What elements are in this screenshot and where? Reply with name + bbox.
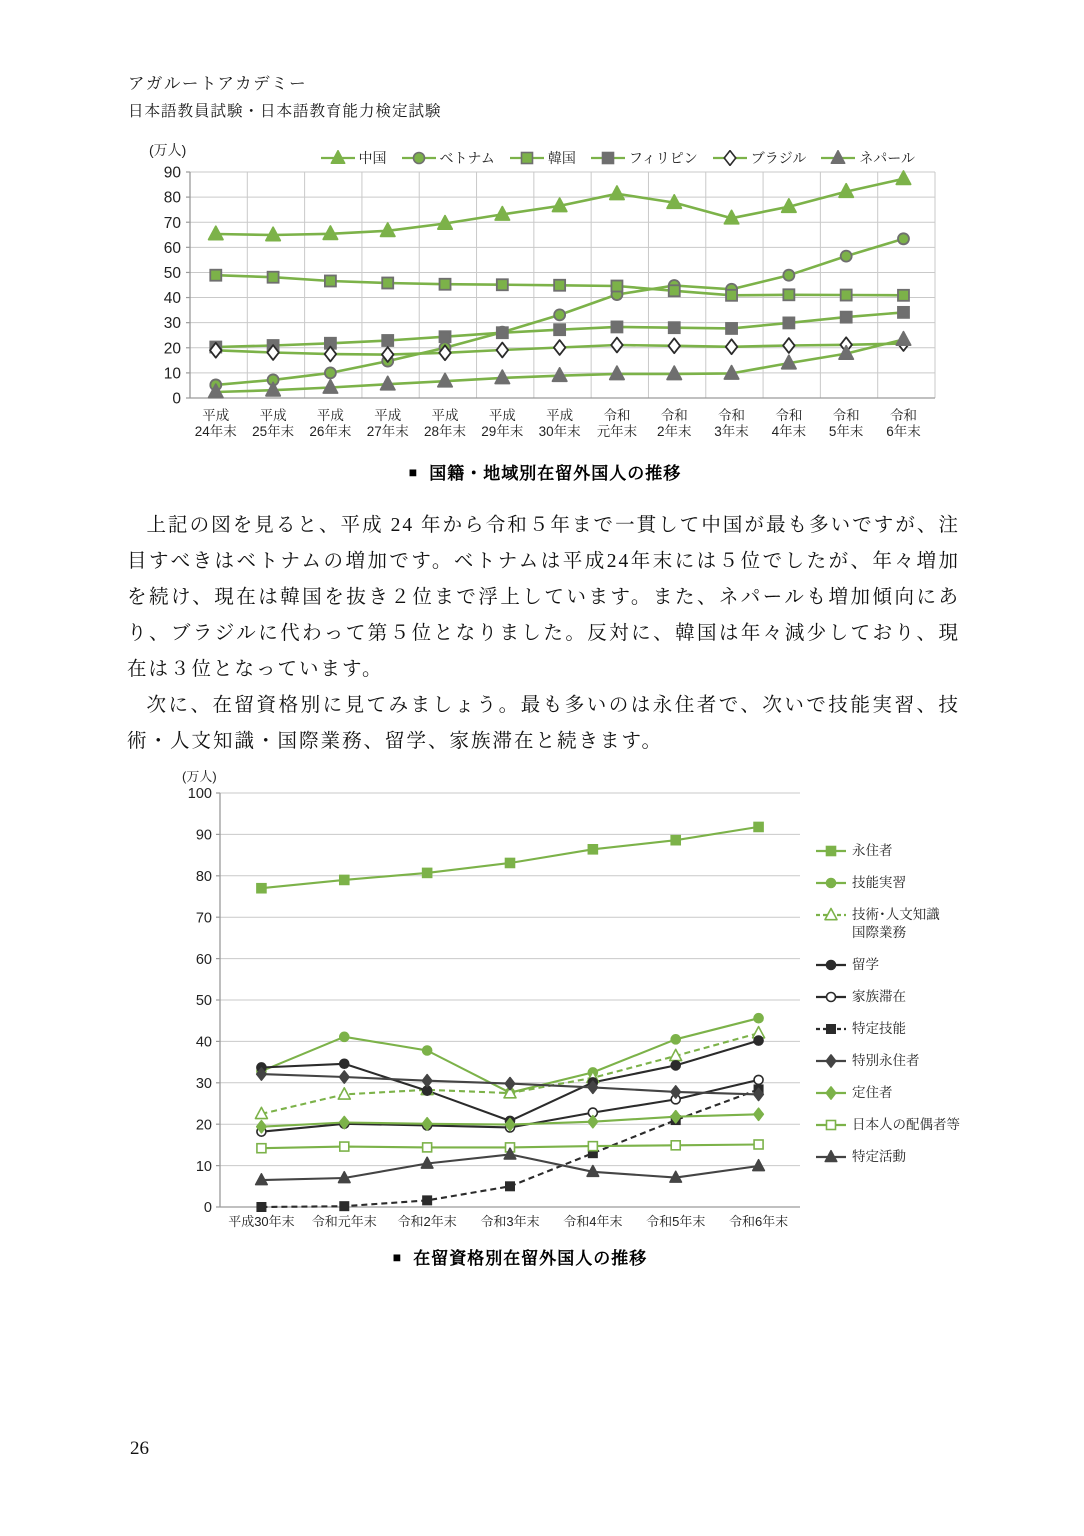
- svg-text:令和: 令和: [889, 408, 917, 423]
- svg-text:平成: 平成: [259, 408, 287, 423]
- svg-text:令和: 令和: [603, 408, 631, 423]
- svg-text:令和5年末: 令和5年末: [646, 1214, 706, 1229]
- legend-item-student: [816, 956, 960, 974]
- legend-item-dependent: [816, 988, 960, 1006]
- svg-text:5年末: 5年末: [828, 424, 864, 439]
- page-header: [128, 70, 442, 126]
- svg-text:28年末: 28年末: [424, 424, 467, 439]
- legend-item-specified-skilled: [816, 1020, 960, 1038]
- svg-text:80: 80: [195, 869, 212, 886]
- svg-text:0: 0: [203, 1200, 212, 1217]
- legend-label: 特定技能: [852, 1021, 906, 1036]
- svg-text:40: 40: [163, 290, 181, 308]
- nationality-chart: [145, 138, 945, 456]
- svg-text:20: 20: [195, 1117, 212, 1134]
- series-line-permanent-resident: [261, 827, 758, 888]
- legend-item-permanent-resident: [816, 842, 960, 860]
- legend-marker-student-icon: [816, 957, 846, 973]
- chart1-caption-text: 国籍・地域別在留外国人の推移: [429, 464, 682, 483]
- legend-item-nepal: [821, 148, 915, 168]
- chart2-caption: [140, 1244, 900, 1269]
- legend-marker-technical-intern-icon: [816, 875, 846, 891]
- svg-text:24年末: 24年末: [194, 424, 237, 439]
- legend-label: 中国: [358, 150, 387, 166]
- svg-text:令和4年末: 令和4年末: [563, 1214, 623, 1229]
- svg-text:40: 40: [195, 1034, 212, 1051]
- legend-marker-special-permanent-icon: [816, 1053, 846, 1069]
- legend-item-philippines: [591, 148, 698, 168]
- svg-text:平成: 平成: [546, 408, 574, 423]
- svg-text:25年末: 25年末: [252, 424, 295, 439]
- chart1-unit-label: (万人): [149, 142, 187, 158]
- header-subtitle: 日本語教員試験・日本語教育能力検定試験: [128, 103, 442, 120]
- legend-item-vietnam: [402, 148, 495, 168]
- chart1-legend: [321, 148, 915, 168]
- legend-marker-long-term-resident-icon: [816, 1085, 846, 1101]
- svg-text:80: 80: [163, 189, 181, 207]
- legend-item-korea: [510, 148, 576, 168]
- svg-text:平成: 平成: [202, 408, 230, 423]
- legend-label: フィリピン: [628, 150, 698, 166]
- series-line-tech-humanities-intl: [261, 1033, 758, 1114]
- legend-label: 技術･人文知識 国際業務: [852, 907, 940, 940]
- legend-label: 永住者: [852, 843, 893, 858]
- legend-marker-brazil-icon: [713, 150, 747, 166]
- svg-text:60: 60: [163, 239, 181, 257]
- svg-text:60: 60: [195, 951, 212, 968]
- svg-text:平成: 平成: [374, 408, 402, 423]
- legend-item-designated-activities: [816, 1148, 960, 1166]
- legend-marker-specified-skilled-icon: [816, 1021, 846, 1037]
- chart2-legend: [816, 842, 960, 1180]
- legend-item-special-permanent: [816, 1052, 960, 1070]
- svg-text:令和2年末: 令和2年末: [397, 1214, 457, 1229]
- paragraph-nationality: 上記の図を見ると、平成 24 年から令和５年まで一貫して中国が最も多いですが、注目すべきはベトナムの増加です。ベトナムは平成24年末には５位でしたが、年々増加を続け、現在は韓国を抜き２位まで浮上しています。また、ネパールも増加傾向にあり、ブラジルに代わって第５位となりました。反対に、韓国は年々減少しており、現在は３位となっています。: [127, 515, 960, 680]
- legend-item-brazil: [713, 148, 807, 168]
- legend-label: ブラジル: [750, 150, 807, 166]
- svg-text:令和: 令和: [660, 408, 688, 423]
- legend-label: 技能実習: [852, 875, 906, 890]
- legend-label: 特定活動: [852, 1149, 906, 1164]
- legend-marker-philippines-icon: [591, 150, 625, 166]
- legend-label: ネパール: [859, 150, 915, 166]
- legend-label: 家族滞在: [852, 989, 906, 1004]
- legend-marker-tech-humanities-intl-icon: [816, 907, 846, 923]
- caption-bullet-icon: ■: [408, 464, 419, 480]
- legend-item-china: [321, 148, 387, 168]
- svg-text:平成: 平成: [488, 408, 516, 423]
- page-number: 26: [130, 1438, 149, 1459]
- svg-text:90: 90: [163, 164, 181, 182]
- legend-marker-vietnam-icon: [402, 150, 436, 166]
- svg-text:29年末: 29年末: [481, 424, 524, 439]
- svg-text:50: 50: [163, 265, 181, 283]
- svg-text:平成: 平成: [316, 408, 344, 423]
- svg-text:20: 20: [163, 340, 181, 358]
- chart1-caption: [150, 459, 940, 484]
- legend-label: 定住者: [852, 1085, 893, 1100]
- svg-text:令和: 令和: [775, 408, 803, 423]
- svg-text:3年末: 3年末: [714, 424, 749, 439]
- legend-label: ベトナム: [439, 150, 495, 166]
- svg-text:30年末: 30年末: [538, 424, 581, 439]
- svg-text:90: 90: [195, 827, 212, 844]
- caption-bullet-icon: ■: [392, 1249, 403, 1265]
- svg-text:令和6年末: 令和6年末: [728, 1214, 789, 1229]
- chart2-caption-text: 在留資格別在留外国人の推移: [413, 1249, 648, 1268]
- svg-text:0: 0: [172, 390, 181, 408]
- svg-text:70: 70: [163, 214, 181, 232]
- status-chart: [172, 762, 1012, 1240]
- legend-item-spouse-of-japanese: [816, 1116, 960, 1134]
- legend-marker-designated-activities-icon: [816, 1149, 846, 1165]
- svg-text:50: 50: [195, 993, 212, 1010]
- svg-text:令和: 令和: [832, 408, 860, 423]
- svg-text:2年末: 2年末: [656, 424, 692, 439]
- legend-label: 留学: [852, 957, 879, 972]
- svg-text:30: 30: [195, 1076, 212, 1093]
- svg-text:26年末: 26年末: [309, 424, 352, 439]
- legend-label: 韓国: [547, 150, 576, 166]
- svg-text:令和3年末: 令和3年末: [480, 1214, 540, 1229]
- svg-text:27年末: 27年末: [366, 424, 409, 439]
- header-brand: アガルートアカデミー: [128, 75, 308, 93]
- legend-marker-permanent-resident-icon: [816, 843, 846, 859]
- chart2-unit-label: (万人): [182, 769, 217, 784]
- legend-marker-china-icon: [321, 150, 355, 166]
- nationality-chart-svg: [145, 138, 945, 456]
- legend-marker-dependent-icon: [816, 989, 846, 1005]
- svg-text:平成: 平成: [431, 408, 459, 423]
- legend-label: 特別永住者: [852, 1053, 920, 1068]
- svg-text:100: 100: [187, 786, 212, 803]
- svg-text:令和元年末: 令和元年末: [311, 1214, 377, 1229]
- svg-text:10: 10: [195, 1158, 212, 1175]
- legend-item-long-term-resident: [816, 1084, 960, 1102]
- legend-item-technical-intern: [816, 874, 960, 892]
- svg-text:70: 70: [195, 910, 212, 927]
- legend-marker-nepal-icon: [821, 150, 855, 166]
- svg-text:10: 10: [163, 365, 181, 383]
- svg-text:4年末: 4年末: [771, 424, 807, 439]
- paragraph-status: 次に、在留資格別に見てみましょう。最も多いのは永住者で、次いで技能実習、技術・人文知識・国際業務、留学、家族滞在と続きます。: [127, 695, 960, 752]
- svg-text:令和: 令和: [718, 408, 746, 423]
- legend-marker-korea-icon: [510, 150, 544, 166]
- legend-item-tech-humanities-intl: [816, 906, 960, 942]
- svg-text:30: 30: [163, 315, 181, 333]
- svg-text:元年末: 元年末: [596, 424, 638, 439]
- svg-text:6年末: 6年末: [886, 424, 921, 439]
- legend-marker-spouse-of-japanese-icon: [816, 1117, 846, 1133]
- svg-text:平成30年末: 平成30年末: [228, 1214, 295, 1229]
- legend-label: 日本人の配偶者等: [852, 1117, 960, 1132]
